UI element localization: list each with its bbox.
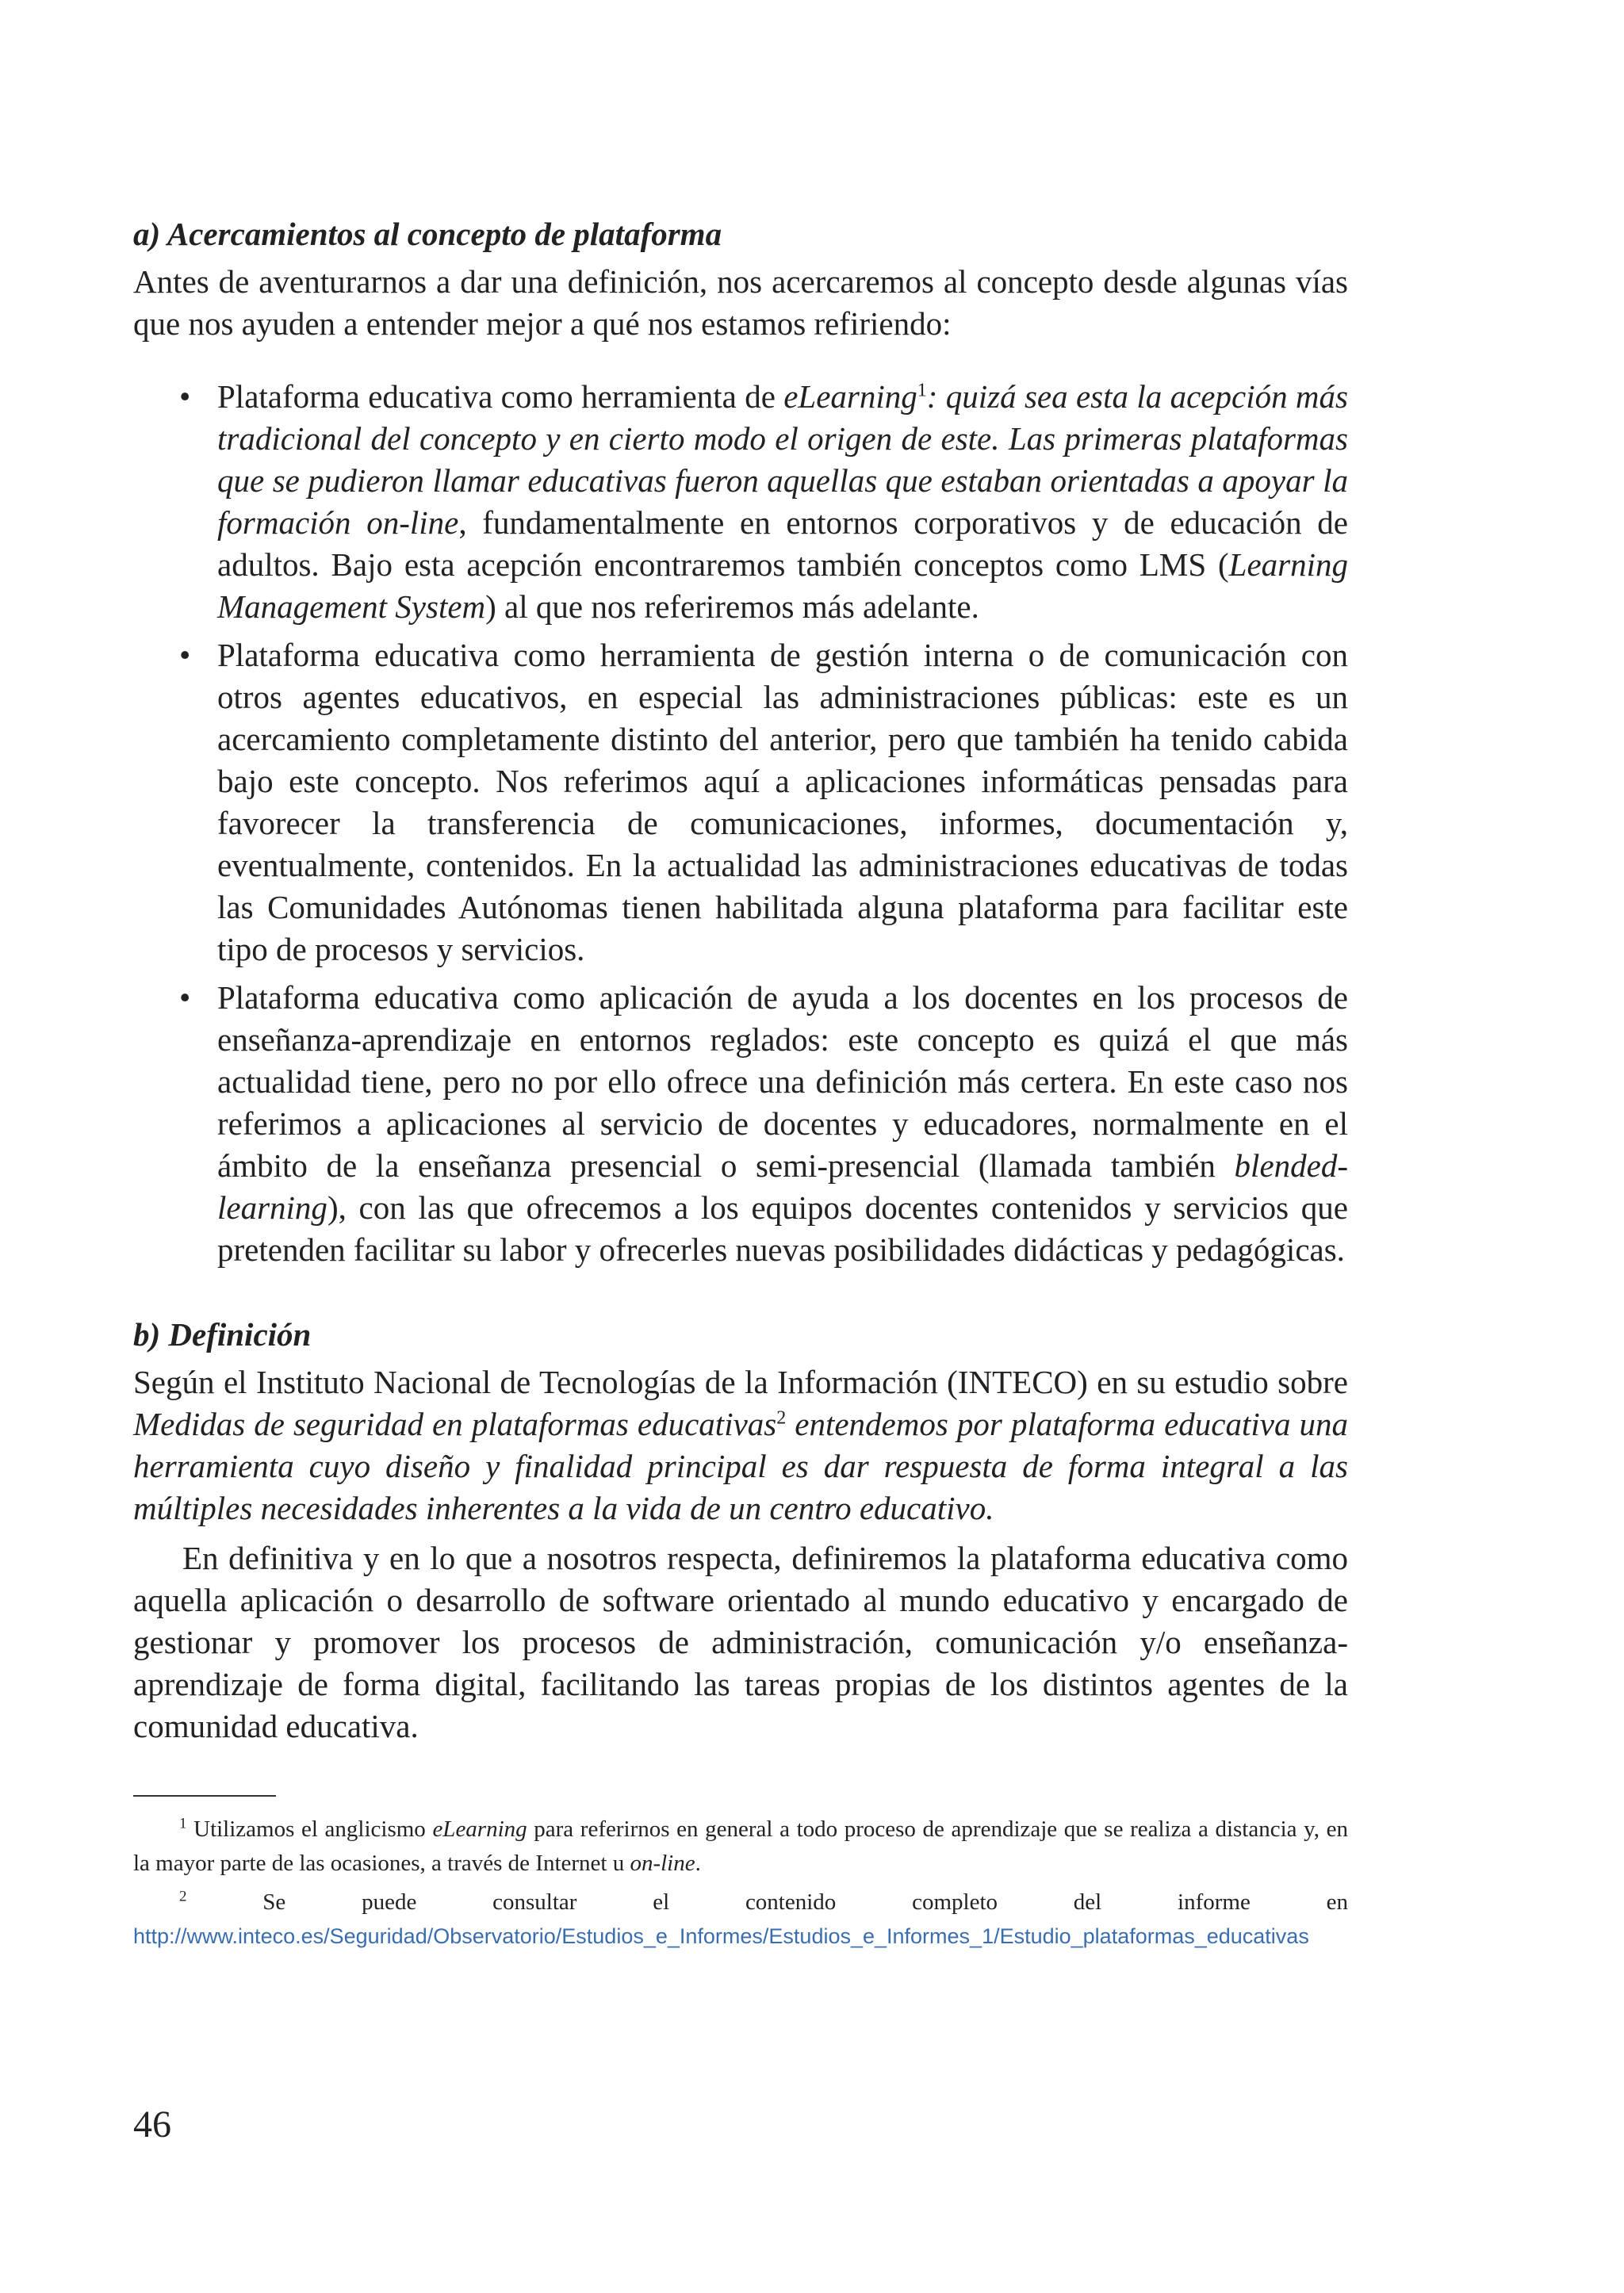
footnote-2 <box>133 1885 1348 1954</box>
bullet-icon: • <box>179 637 191 673</box>
footnote-1 <box>133 1813 1348 1881</box>
inteco-link[interactable]: http://www.inteco.es/Seguridad/Observatorio/Estudios_e_Informes/Estudios_e_Informes_1/Estudio_plataformas_educativas <box>133 1924 1309 1948</box>
footnote-italic: on-line <box>630 1851 695 1876</box>
definition-text: Según el Instituto Nacional de Tecnologías de la Información (INTECO) en su estudio sobre <box>133 1364 1348 1400</box>
bullet-item-elearning <box>133 376 1348 628</box>
bullet-icon: • <box>179 378 191 415</box>
bullet-italic-text: : quizá sea esta la acepción más tradicional del concepto y en cierto modo el origen de este. Las primeras plataformas que se pudieron llamar educativas fueron aquellas que estaban orientadas a apoyar la formación on-line <box>217 378 1348 541</box>
bullet-italic-term: Learning Management System <box>217 546 1348 625</box>
definition-quote: entendemos por plataforma educativa una herramienta cuyo diseño y finalidad principal es dar respuesta de forma integral a las múltiples necesidades inherentes a la vida de un centro educativo. <box>133 1406 1348 1526</box>
bullet-text: Plataforma educativa como aplicación de ayuda a los docentes en los procesos de enseñanza-aprendizaje en entornos reglados: este concepto es quizá el que más actualidad tiene, pero no por ello ofrece una definición más certera. En este caso nos referimos a aplicaciones al servicio de docentes y educadores, normalmente en el ámbito de la enseñanza presencial o semi-presencial (llamada también <box>217 979 1348 1184</box>
footnote-italic: eLearning <box>432 1816 527 1842</box>
footnote-ref-2[interactable]: 2 <box>776 1407 787 1429</box>
page-number: 46 <box>133 2104 171 2146</box>
footnote-ref-1[interactable]: 1 <box>917 380 927 401</box>
main-content <box>133 212 1348 1958</box>
study-title: Medidas de seguridad en plataformas educativas <box>133 1406 777 1442</box>
bullet-icon: • <box>179 979 191 1016</box>
bullet-text: ), con las que ofrecemos a los equipos docentes contenidos y servicios que pretenden facilitar su labor y ofrecerles nuevas posibilidades didácticas y pedagógicas. <box>217 1189 1348 1268</box>
section-a-heading: a) Acercamientos al concepto de plataforma <box>133 216 722 252</box>
bullet-text: Plataforma educativa como herramienta de <box>217 378 784 415</box>
footnote-text: . <box>695 1851 701 1876</box>
footnote-number: 2 <box>179 1888 187 1905</box>
footnote-text: Se puede consultar el contenido completo del informe en <box>186 1889 1348 1915</box>
bullet-italic-term: blended-learning <box>217 1147 1348 1226</box>
bullet-list <box>133 376 1348 1271</box>
bullet-italic-term: eLearning <box>783 378 917 415</box>
footnote-text: Utilizamos el anglicismo <box>186 1816 433 1842</box>
section-a-intro: Antes de aventurarnos a dar una definición, nos acercaremos al concepto desde algunas vías que nos ayuden a entender mejor a qué nos estamos refiriendo: <box>133 263 1348 342</box>
bullet-text: Plataforma educativa como herramienta de gestión interna o de comunicación con otros agentes educativos, en especial las administraciones públicas: este es un acercamiento completamente distinto del anterior, pero que también ha tenido cabida bajo este concepto. Nos referimos aquí a aplicaciones informáticas pensadas para favorecer la transferencia de comunicaciones, informes, documentación y, eventualmente, contenidos. En la actualidad las administraciones educativas de todas las Comunidades Autónomas tienen habilitada alguna plataforma para facilitar este tipo de procesos y servicios. <box>217 637 1348 967</box>
footnote-text: para referirnos en general a todo proceso de aprendizaje que se realiza a distancia y, en la mayor parte de las ocasiones, a través de Internet u <box>133 1816 1348 1876</box>
bullet-item-docentes <box>133 977 1348 1271</box>
footnote-divider <box>133 1795 276 1797</box>
bullet-item-gestion <box>133 634 1348 970</box>
section-b-heading: b) Definición <box>133 1316 312 1353</box>
section-b-conclusion: En definitiva y en lo que a nosotros respecta, definiremos la plataforma educativa como aquella aplicación o desarrollo de software orientado al mundo educativo y encargado de gestionar y promover los procesos de administración, comunicación y/o enseñanza-aprendizaje de forma digital, facilitando las tareas propias de los distintos agentes de la comunidad educativa. <box>133 1540 1348 1744</box>
footnote-number: 1 <box>179 1815 187 1832</box>
bullet-text: , fundamentalmente en entornos corporativos y de educación de adultos. Bajo esta acepción encontraremos también conceptos como LMS ( <box>217 504 1348 583</box>
section-b-definition <box>133 1361 1348 1529</box>
bullet-text: ) al que nos referiremos más adelante. <box>485 588 979 625</box>
